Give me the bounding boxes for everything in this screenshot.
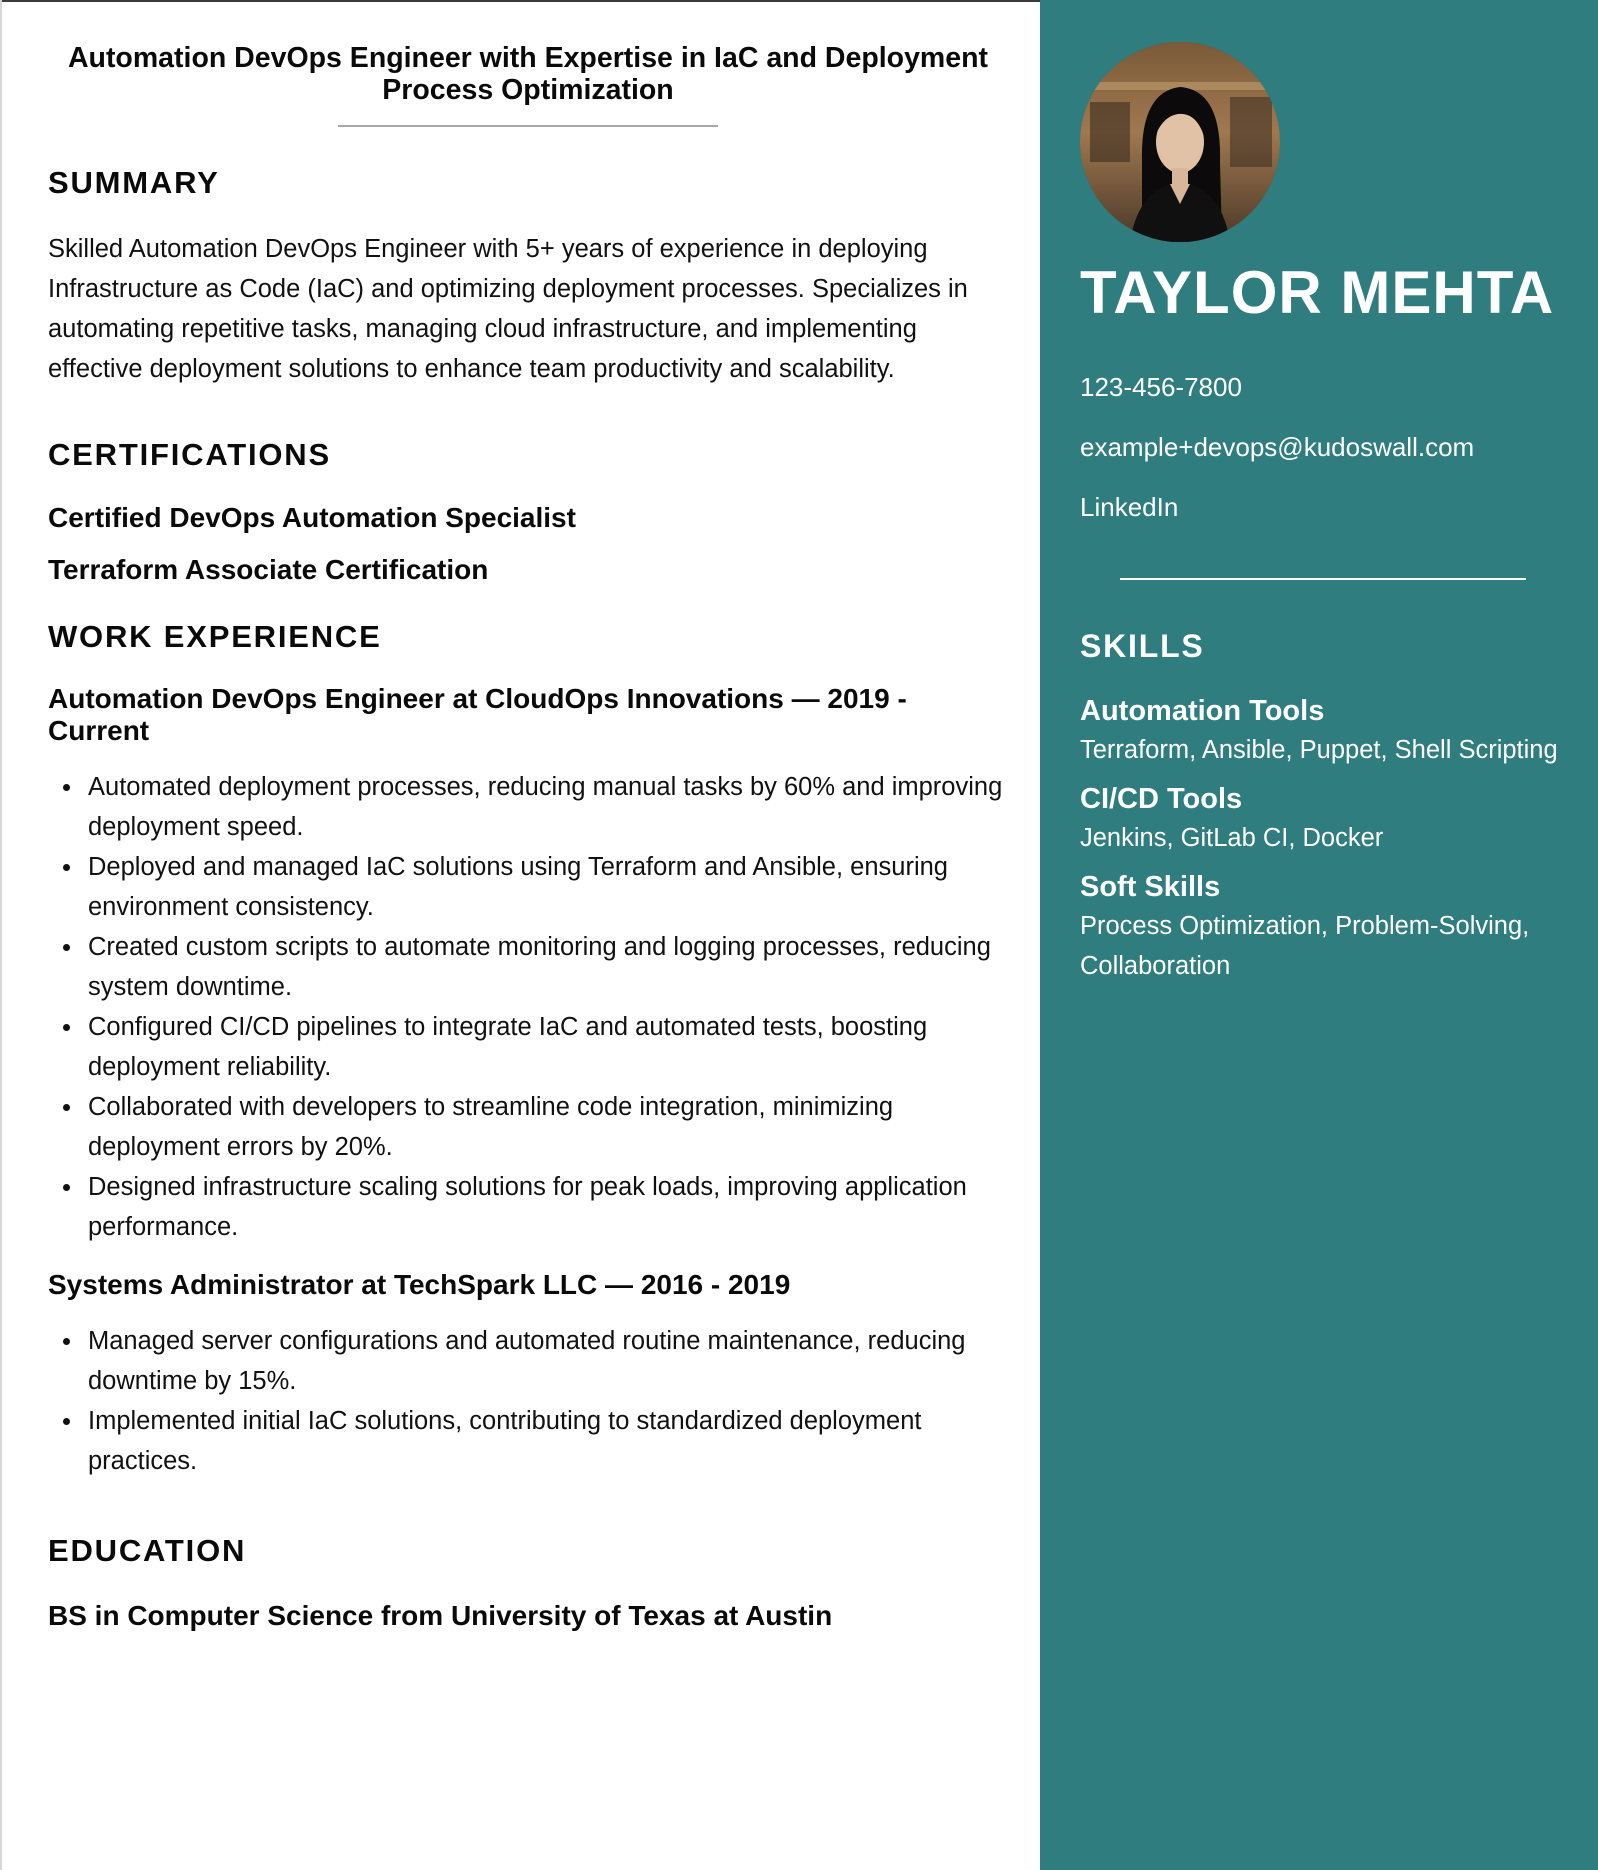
headline-divider bbox=[338, 125, 718, 127]
phone-number: 123-456-7800 bbox=[1080, 372, 1242, 402]
certifications-section bbox=[48, 437, 1008, 587]
linkedin-link[interactable]: LinkedIn bbox=[1080, 492, 1179, 522]
email-link[interactable]: example+devops@kudoswall.com bbox=[1080, 432, 1475, 462]
job-bullet: Deployed and managed IaC solutions using Terraform and Ansible, ensuring environment consistency. bbox=[88, 847, 1008, 927]
job-bullets bbox=[48, 767, 1008, 1247]
contact-list bbox=[1080, 370, 1474, 550]
resume-headline: Automation DevOps Engineer with Expertise in IaC and Deployment Process Optimization bbox=[67, 42, 989, 106]
education-section bbox=[48, 1533, 1008, 1633]
job-bullet: Implemented initial IaC solutions, contributing to standardized deployment practices. bbox=[88, 1401, 1008, 1481]
job-bullet: Managed server configurations and automated routine maintenance, reducing downtime by 15%. bbox=[88, 1321, 1008, 1401]
skill-group-items: Terraform, Ansible, Puppet, Shell Scripting bbox=[1080, 736, 1558, 764]
skills-list bbox=[1080, 692, 1560, 996]
skills-heading: SKILLS bbox=[1080, 628, 1205, 664]
skill-group bbox=[1080, 692, 1560, 770]
certifications-heading: CERTIFICATIONS bbox=[48, 437, 331, 472]
skill-group-title: Automation Tools bbox=[1080, 695, 1325, 727]
left-border bbox=[0, 0, 2, 1870]
education-heading: EDUCATION bbox=[48, 1533, 247, 1568]
summary-section bbox=[48, 165, 1008, 389]
job-bullet: Designed infrastructure scaling solutions for peak loads, improving application performance. bbox=[88, 1167, 1008, 1247]
certifications-list bbox=[48, 501, 1008, 587]
work-experience-heading: WORK EXPERIENCE bbox=[48, 619, 382, 654]
job-heading: Automation DevOps Engineer at CloudOps Innovations — 2019 - Current bbox=[48, 683, 907, 746]
main-column bbox=[48, 0, 1008, 1633]
certification-item: Terraform Associate Certification bbox=[48, 554, 489, 585]
skill-group-items: Jenkins, GitLab CI, Docker bbox=[1080, 824, 1384, 852]
work-experience-section bbox=[48, 619, 1008, 1481]
job-bullets bbox=[48, 1321, 1008, 1481]
job-bullet: Created custom scripts to automate monitoring and logging processes, reducing system downtime. bbox=[88, 927, 1008, 1007]
sidebar-divider bbox=[1120, 578, 1526, 580]
job-bullet: Collaborated with developers to streamline code integration, minimizing deployment errors by 20%. bbox=[88, 1087, 1008, 1167]
summary-heading: SUMMARY bbox=[48, 165, 220, 200]
skill-group-title: Soft Skills bbox=[1080, 871, 1221, 903]
sidebar bbox=[1040, 0, 1598, 1870]
summary-text: Skilled Automation DevOps Engineer with 5+ years of experience in deploying Infrastructure as Code (IaC) and optimizing deployment processes. Specializes in automating repetitive tasks, managing cloud infrastructure, and implementing effective deployment solutions to enhance team productivity and scalability. bbox=[48, 235, 968, 383]
profile-photo-icon bbox=[1080, 42, 1280, 242]
skill-group-items: Process Optimization, Problem-Solving, Collaboration bbox=[1080, 912, 1530, 980]
education-item: BS in Computer Science from University of Texas at Austin bbox=[48, 1600, 833, 1631]
job-bullet: Configured CI/CD pipelines to integrate IaC and automated tests, boosting deployment reliability. bbox=[88, 1007, 1008, 1087]
skill-group-title: CI/CD Tools bbox=[1080, 783, 1243, 815]
person-name: TAYLOR MEHTA bbox=[1080, 259, 1555, 326]
job-bullet: Automated deployment processes, reducing manual tasks by 60% and improving deployment speed. bbox=[88, 767, 1008, 847]
skill-group bbox=[1080, 868, 1560, 986]
certification-item: Certified DevOps Automation Specialist bbox=[48, 502, 576, 533]
job-heading: Systems Administrator at TechSpark LLC — 2016 - 2019 bbox=[48, 1269, 791, 1300]
skill-group bbox=[1080, 780, 1560, 858]
avatar bbox=[1080, 42, 1280, 242]
